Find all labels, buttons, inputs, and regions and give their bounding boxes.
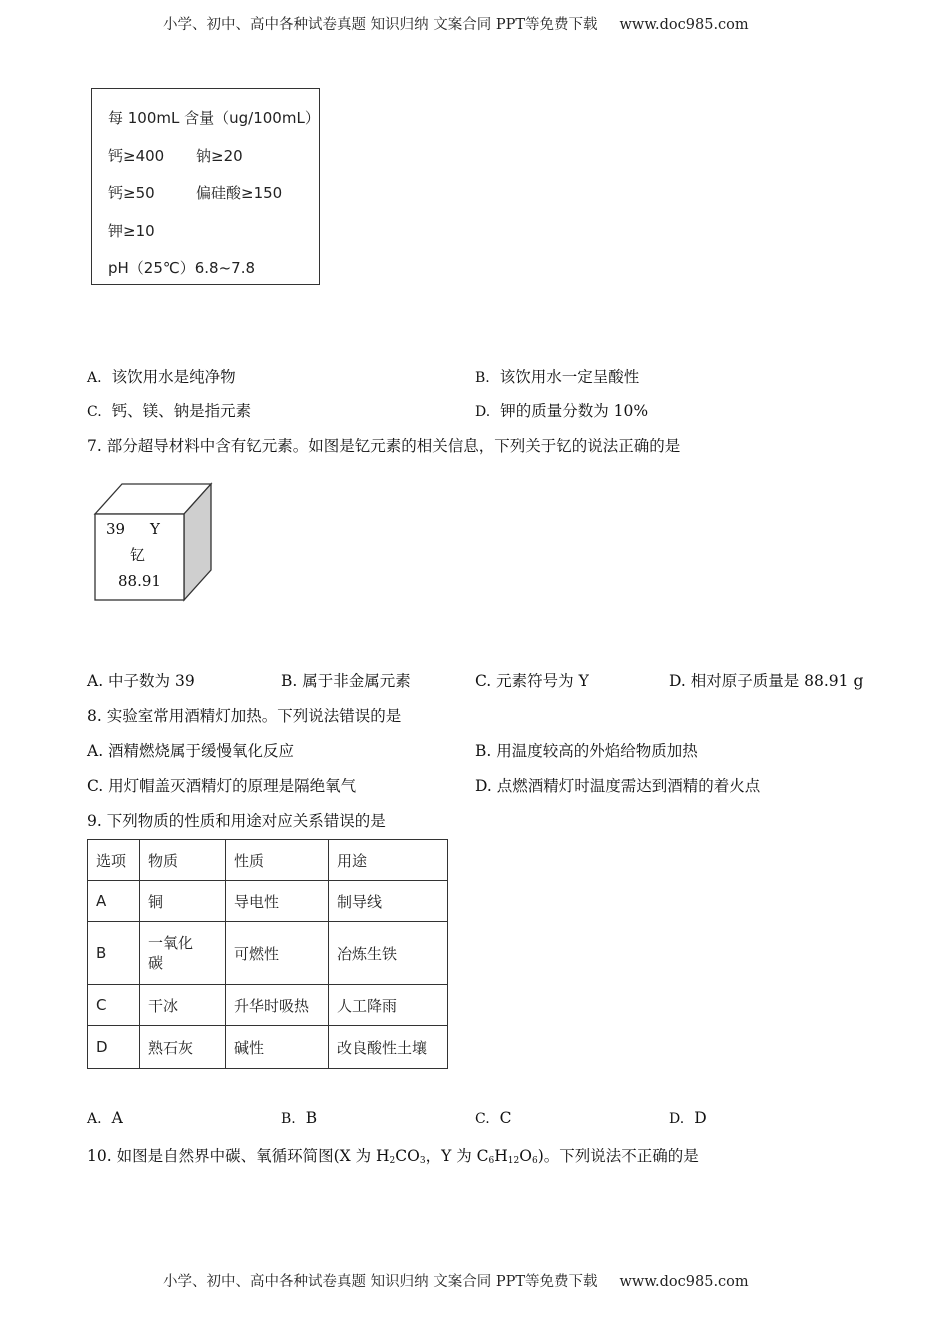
q6-option-a-letter: A. <box>87 370 102 386</box>
table-header-cell: 用途 <box>329 840 448 881</box>
q9-stem: 9. 下列物质的性质和用途对应关系错误的是 <box>87 812 386 830</box>
q6-option-d-text: 钾的质量分数为 10% <box>500 402 649 420</box>
label-sodium: 钠≥20 <box>196 147 243 165</box>
page-header <box>163 13 749 34</box>
q10-stem-part: O <box>519 1147 532 1165</box>
table-header-cell: 性质 <box>226 840 329 881</box>
q7-option-c[interactable]: C. 元素符号为 Y <box>475 672 589 690</box>
q6-option-d-letter: D. <box>475 404 491 420</box>
cell-line: 碳 <box>148 954 164 972</box>
table-row <box>88 922 448 985</box>
q9-option-c[interactable] <box>475 1109 512 1127</box>
q10-subscript: 6 <box>488 1156 495 1166</box>
table-cell: C <box>88 985 140 1026</box>
q6-option-c-letter: C. <box>87 404 102 420</box>
q7-option-a[interactable]: A. 中子数为 39 <box>87 672 195 690</box>
q9-option-a[interactable] <box>87 1109 123 1127</box>
table-cell: 熟石灰 <box>140 1026 226 1069</box>
q10-subscript: 6 <box>531 1156 538 1166</box>
q6-option-d[interactable] <box>475 399 648 421</box>
header-text: 小学、初中、高中各种试卷真题 知识归纳 文案合同 PPT等免费下载 <box>163 17 598 33</box>
q9-option-b-text: B <box>305 1109 318 1127</box>
table-cell: 干冰 <box>140 985 226 1026</box>
table-cell: A <box>88 881 140 922</box>
table-header-row <box>88 840 448 881</box>
label-calcium-50: 钙≥50 <box>108 184 155 202</box>
q9-option-c-letter: C. <box>475 1111 490 1127</box>
table-cell-wrapped <box>140 922 226 985</box>
q10-stem-part: H <box>494 1147 508 1165</box>
q10-stem <box>87 1144 699 1166</box>
q6-option-a[interactable] <box>87 365 236 387</box>
q6-option-b-text: 该饮用水一定呈酸性 <box>499 368 640 386</box>
q10-stem-part: )。下列说法不正确的是 <box>537 1147 699 1165</box>
label-potassium: 钾≥10 <box>108 222 155 240</box>
page-footer <box>163 1270 749 1291</box>
q10-stem-part: ，Y 为 C <box>425 1147 489 1165</box>
q10-subscript: 2 <box>389 1156 396 1166</box>
q6-option-b[interactable] <box>475 365 639 387</box>
q8-stem: 8. 实验室常用酒精灯加热。下列说法错误的是 <box>87 707 402 725</box>
q9-option-d-text: D <box>694 1109 707 1127</box>
table-cell: B <box>88 922 140 985</box>
element-atomic-mass: 88.91 <box>118 572 161 590</box>
q9-option-a-letter: A. <box>87 1111 102 1127</box>
q8-option-c[interactable]: C. 用灯帽盖灭酒精灯的原理是隔绝氧气 <box>87 777 357 795</box>
q9-option-d-letter: D. <box>669 1111 685 1127</box>
q9-option-b[interactable] <box>281 1109 317 1127</box>
table-cell: 人工降雨 <box>329 985 448 1026</box>
q8-option-b[interactable]: B. 用温度较高的外焰给物质加热 <box>475 742 698 760</box>
footer-text: 小学、初中、高中各种试卷真题 知识归纳 文案合同 PPT等免费下载 <box>163 1274 598 1290</box>
label-title: 每 100mL 含量（ug/100mL） <box>108 109 320 127</box>
table-row <box>88 1026 448 1069</box>
q7-option-d[interactable]: D. 相对原子质量是 88.91 g <box>669 672 864 690</box>
q10-subscript: 3 <box>419 1156 426 1166</box>
footer-site-link[interactable]: www.doc985.com <box>619 1274 749 1290</box>
table-row <box>88 985 448 1026</box>
label-metasilicic-acid: 偏硅酸≥150 <box>196 184 283 202</box>
element-symbol: Y <box>150 520 160 538</box>
q8-option-a[interactable]: A. 酒精燃烧属于缓慢氧化反应 <box>87 742 295 760</box>
q6-option-b-letter: B. <box>475 370 490 386</box>
q9-option-b-letter: B. <box>281 1111 296 1127</box>
q9-option-d[interactable] <box>669 1109 707 1127</box>
q6-option-a-text: 该饮用水是纯净物 <box>111 368 236 386</box>
q9-option-a-text: A <box>111 1109 123 1127</box>
table-header-cell: 物质 <box>140 840 226 881</box>
element-name: 钇 <box>130 546 146 564</box>
table-cell: 碱性 <box>226 1026 329 1069</box>
table-cell: 升华时吸热 <box>226 985 329 1026</box>
q10-subscript: 12 <box>507 1156 520 1166</box>
element-cube-figure <box>90 482 215 604</box>
label-ph: pH（25℃）6.8~7.8 <box>108 259 256 277</box>
q10-stem-part: CO <box>395 1147 420 1165</box>
table-cell: 冶炼生铁 <box>329 922 448 985</box>
table-cell: D <box>88 1026 140 1069</box>
water-label-box <box>91 88 320 285</box>
q9-option-c-text: C <box>499 1109 512 1127</box>
q7-option-b[interactable]: B. 属于非金属元素 <box>281 672 411 690</box>
table-row <box>88 881 448 922</box>
q6-option-c[interactable] <box>87 399 251 421</box>
table-cell: 制导线 <box>329 881 448 922</box>
header-site-link[interactable]: www.doc985.com <box>619 17 749 33</box>
table-header-cell: 选项 <box>88 840 140 881</box>
table-cell: 可燃性 <box>226 922 329 985</box>
q7-stem: 7. 部分超导材料中含有钇元素。如图是钇元素的相关信息，下列关于钇的说法正确的是 <box>87 437 681 455</box>
table-cell: 导电性 <box>226 881 329 922</box>
q6-option-c-text: 钙、镁、钠是指元素 <box>111 402 252 420</box>
cell-line: 一氧化 <box>148 934 194 952</box>
label-calcium-400: 钙≥400 <box>108 147 165 165</box>
table-cell: 铜 <box>140 881 226 922</box>
element-atomic-number: 39 <box>106 520 126 538</box>
q9-table <box>87 839 448 1069</box>
q8-option-d[interactable]: D. 点燃酒精灯时温度需达到酒精的着火点 <box>475 777 761 795</box>
table-cell: 改良酸性土壤 <box>329 1026 448 1069</box>
q10-stem-part: 10. 如图是自然界中碳、氧循环简图(X 为 H <box>87 1147 390 1165</box>
